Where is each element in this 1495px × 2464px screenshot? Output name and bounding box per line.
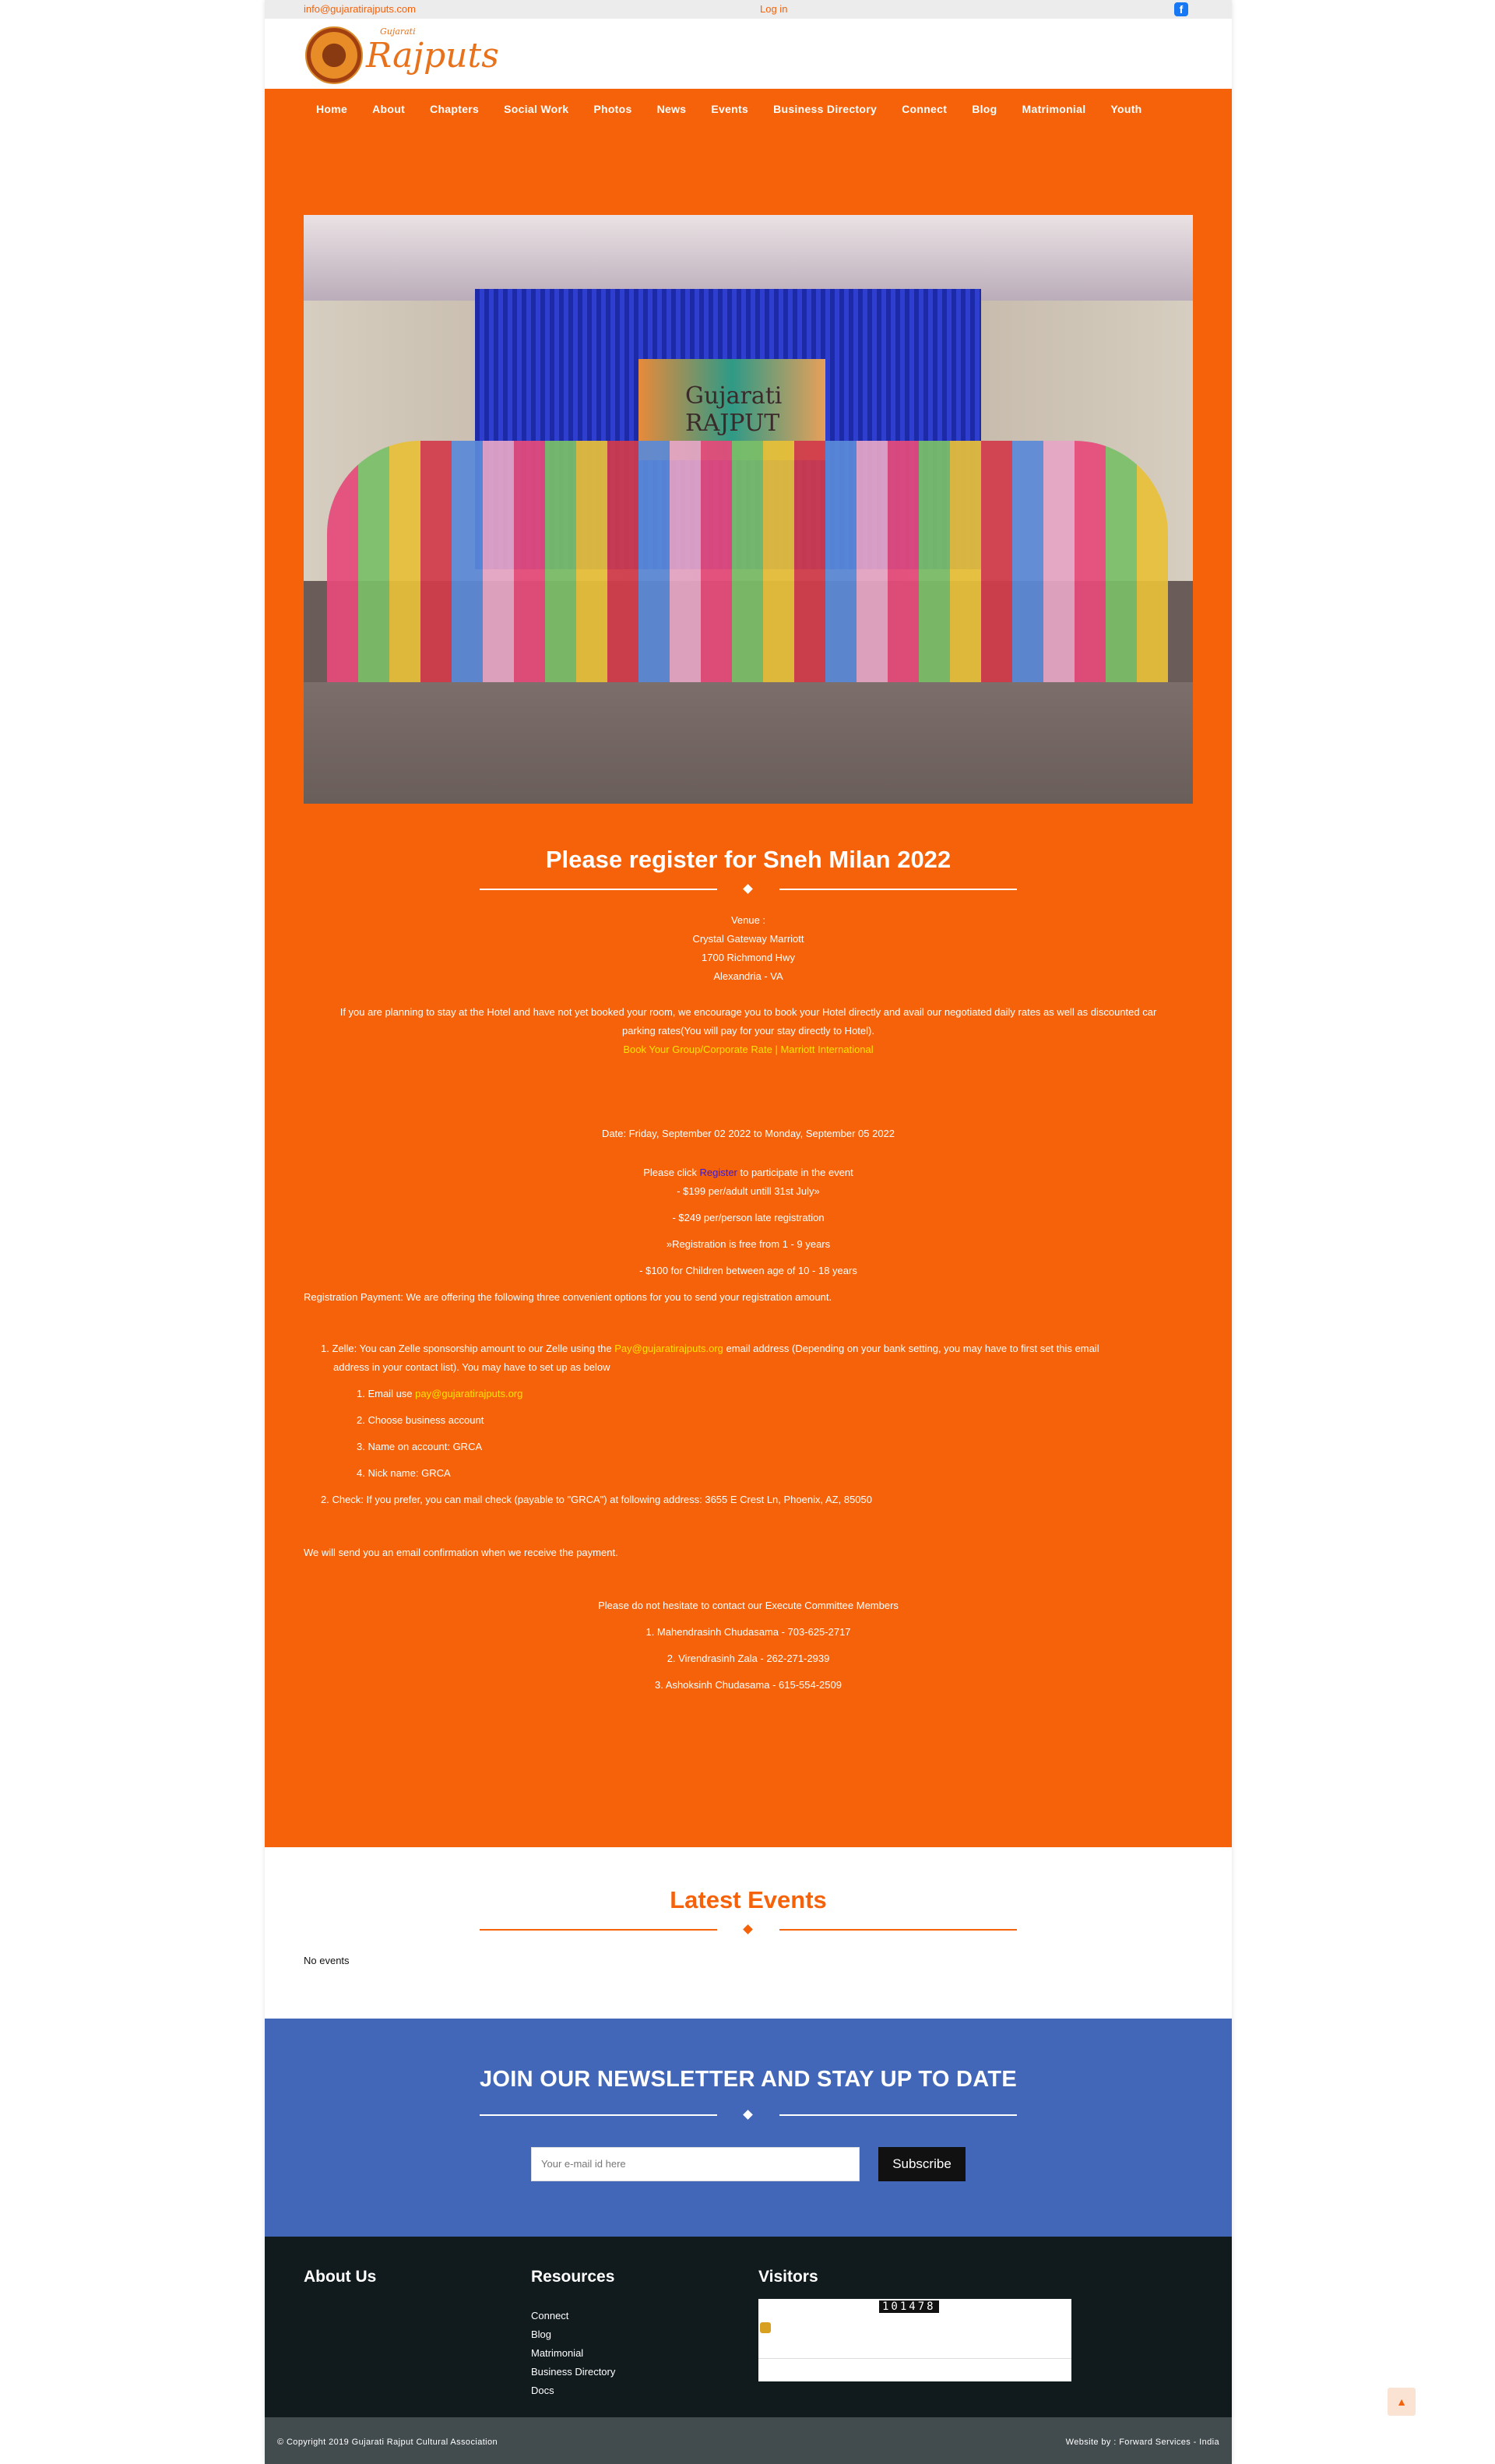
price-adult: - $199 per/adult untill 31st July» xyxy=(677,1185,820,1197)
register-link[interactable]: Register xyxy=(699,1167,737,1178)
venue-label: Venue : xyxy=(730,914,766,926)
logo-bar xyxy=(265,19,1232,89)
title-divider xyxy=(480,885,1017,894)
zelle-step-2: 2. Choose business account xyxy=(357,1414,484,1426)
footer-link-docs[interactable]: Docs xyxy=(531,2385,554,2396)
zelle-email-link[interactable]: Pay@gujaratirajputs.org xyxy=(614,1343,723,1354)
contact-2: 2. Virendrasinh Zala - 262-271-2939 xyxy=(667,1653,830,1664)
nav-connect[interactable]: Connect xyxy=(902,103,948,115)
nav-chapters[interactable]: Chapters xyxy=(430,103,480,115)
hotel-info: If you are planning to stay at the Hotel and have not yet booked your room, we encourage you to book your Hotel directly and avail our negotiated daily rates as well as discounted car xyxy=(339,1006,1157,1018)
footer-link-business-directory[interactable]: Business Directory xyxy=(531,2366,616,2378)
nav-events[interactable]: Events xyxy=(711,103,749,115)
venue-name: Crystal Gateway Marriott xyxy=(692,933,804,945)
main-nav xyxy=(265,89,1232,129)
copyright-text: © Copyright 2019 Gujarati Rajput Cultural Association xyxy=(277,2438,498,2447)
newsletter-section xyxy=(265,2019,1232,2237)
page-container xyxy=(265,0,1232,2464)
contact-intro: Please do not hesitate to contact our Execute Committee Members xyxy=(598,1600,899,1611)
zelle-step-4: 4. Nick name: GRCA xyxy=(357,1467,451,1479)
diamond-icon xyxy=(743,2110,753,2120)
check-option: 2. Check: If you prefer, you can mail check (payable to "GRCA") at following address: 3655 E Crest Ln, Phoenix, AZ, 85050 xyxy=(321,1494,872,1505)
no-events-text: No events xyxy=(304,1955,350,1966)
hotel-info-2: parking rates(You will pay for your stay directly to Hotel). xyxy=(622,1025,874,1037)
back-to-top-button[interactable]: ▲ xyxy=(1388,2388,1416,2416)
zelle-step-3: 3. Name on account: GRCA xyxy=(357,1441,483,1452)
venue-city: Alexandria - VA xyxy=(713,970,783,982)
site-logo[interactable] xyxy=(305,23,499,86)
copyright-bar xyxy=(265,2417,1232,2464)
diamond-icon xyxy=(743,884,753,894)
nav-youth[interactable]: Youth xyxy=(1110,103,1142,115)
visitor-counter-widget xyxy=(758,2299,1071,2381)
about-us-heading: About Us xyxy=(304,2268,377,2286)
nav-business-directory[interactable]: Business Directory xyxy=(773,103,878,115)
venue-street: 1700 Richmond Hwy xyxy=(702,952,795,963)
visitors-heading: Visitors xyxy=(758,2268,818,2286)
payment-intro: Registration Payment: We are offering the following three convenient options for you to send your registration amount. xyxy=(304,1291,832,1303)
newsletter-title: JOIN OUR NEWSLETTER AND STAY UP TO DATE xyxy=(479,2067,1018,2092)
zelle-step-1: 1. Email use pay@gujaratirajputs.org xyxy=(357,1388,523,1399)
website-by-text[interactable]: Website by : Forward Services - India xyxy=(1065,2438,1219,2447)
visitor-count: 101478 xyxy=(879,2300,939,2313)
latest-events-title: Latest Events xyxy=(670,1886,827,1913)
diamond-icon xyxy=(743,1924,753,1934)
nav-news[interactable]: News xyxy=(656,103,687,115)
nav-home[interactable]: Home xyxy=(316,103,348,115)
zelle-option: 1. Zelle: You can Zelle sponsorship amount to our Zelle using the Pay@gujaratirajputs.org email address (Depending on your bank setting, you may have to first set this email xyxy=(321,1343,1099,1354)
login-link[interactable]: Log in xyxy=(760,3,788,15)
confirm-text: We will send you an email confirmation when we receive the payment. xyxy=(304,1547,618,1558)
resources-heading: Resources xyxy=(531,2268,615,2286)
price-late: - $249 per/person late registration xyxy=(672,1212,825,1223)
event-date: Date: Friday, September 02 2022 to Monday, September 05 2022 xyxy=(601,1128,895,1139)
price-children: - $100 for Children between age of 10 - 18 years xyxy=(639,1265,857,1276)
header-email-link[interactable]: info@gujaratirajputs.com xyxy=(304,3,416,15)
top-bar xyxy=(265,0,1232,19)
facebook-icon[interactable]: f xyxy=(1174,2,1188,16)
nav-photos[interactable]: Photos xyxy=(593,103,632,115)
nav-blog[interactable]: Blog xyxy=(972,103,997,115)
footer xyxy=(265,2237,1232,2417)
footer-link-matrimonial[interactable]: Matrimonial xyxy=(531,2347,584,2359)
counter-icon xyxy=(760,2322,771,2333)
footer-link-blog[interactable]: Blog xyxy=(531,2328,552,2340)
event-photo xyxy=(304,215,1193,804)
zelle-option-2: address in your contact list). You may have to set up as below xyxy=(333,1361,610,1373)
latest-events-section xyxy=(265,1847,1232,2019)
price-free: »Registration is free from 1 - 9 years xyxy=(666,1238,831,1250)
newsletter-divider xyxy=(480,2110,1017,2120)
nav-social-work[interactable]: Social Work xyxy=(504,103,569,115)
hotel-booking-link[interactable]: Book Your Group/Corporate Rate | Marriott International xyxy=(623,1044,874,1055)
resources-links xyxy=(531,2307,615,2400)
pay-email-link[interactable]: pay@gujaratirajputs.org xyxy=(415,1388,523,1399)
stage-banner-text: Gujarati RAJPUT xyxy=(685,382,783,437)
latest-divider xyxy=(480,1925,1017,1934)
subscribe-button[interactable]: Subscribe xyxy=(878,2147,966,2181)
emblem-icon xyxy=(305,26,363,84)
register-line: Please click Register to participate in the event xyxy=(643,1167,853,1178)
nav-matrimonial[interactable]: Matrimonial xyxy=(1022,103,1086,115)
nav-about[interactable]: About xyxy=(372,103,406,115)
logo-brand: Rajputs xyxy=(366,36,499,76)
event-title: Please register for Sneh Milan 2022 xyxy=(545,846,952,873)
footer-link-connect[interactable]: Connect xyxy=(531,2310,569,2321)
group-of-people xyxy=(327,441,1168,698)
newsletter-email-input[interactable]: Your e-mail id here xyxy=(531,2147,860,2181)
contact-1: 1. Mahendrasinh Chudasama - 703-625-2717 xyxy=(645,1626,851,1638)
logo-tag: Gujarati xyxy=(380,26,416,37)
contact-3: 3. Ashoksinh Chudasama - 615-554-2509 xyxy=(655,1679,842,1691)
event-section xyxy=(265,129,1232,1847)
